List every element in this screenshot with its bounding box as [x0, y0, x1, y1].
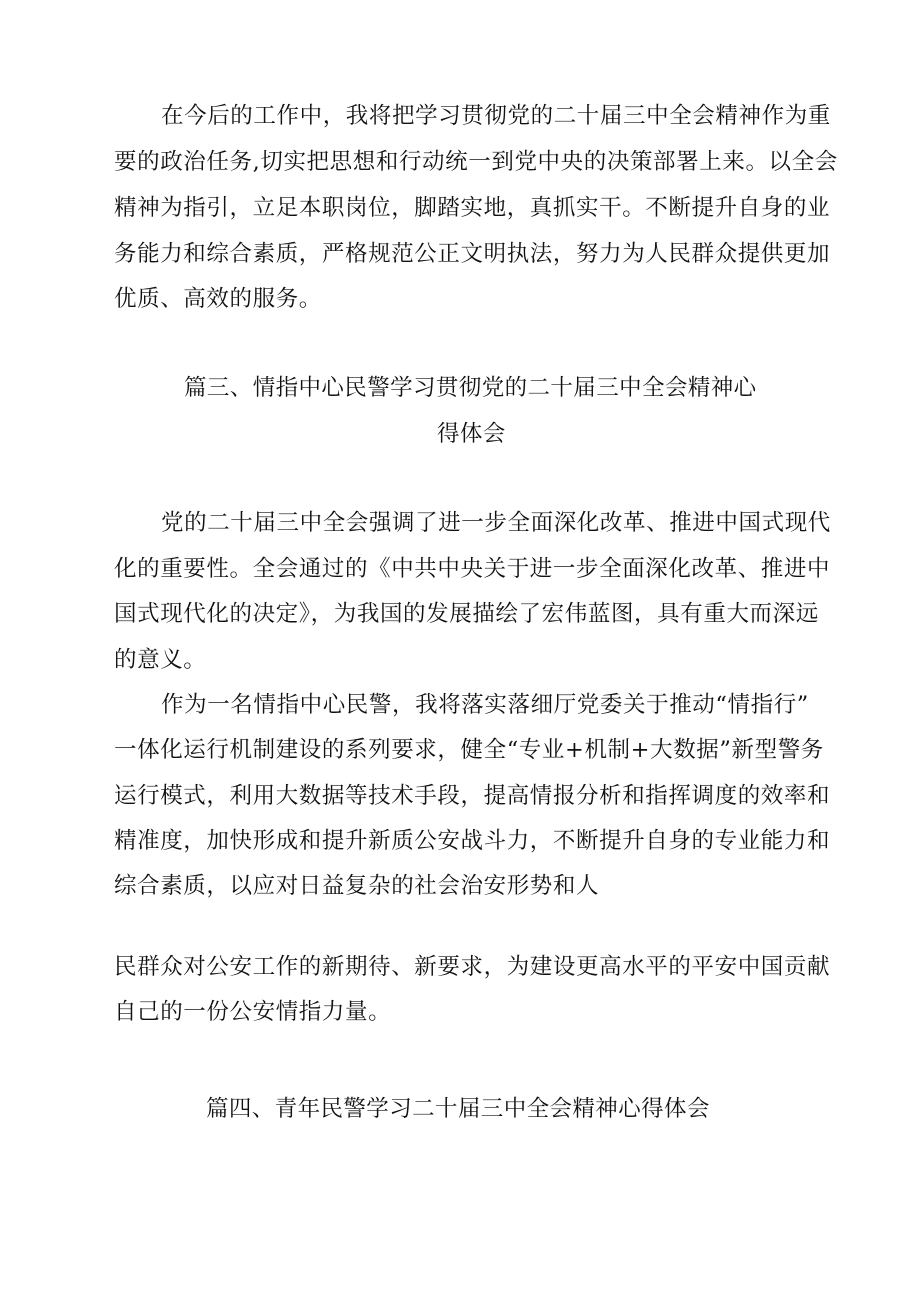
paragraph-1-line-2: 要的政治任务,切实把思想和行动统一到党中央的决策部署上来。以全会 — [114, 149, 838, 175]
paragraph-1-line-5: 优质、高效的服务。 — [114, 286, 322, 312]
section-3-title-line-1: 篇三、情指中心民警学习贯彻党的二十届三中全会精神心 — [184, 375, 757, 401]
paragraph-1-line-1: 在今后的工作中，我将把学习贯彻党的二十届三中全会精神作为重 — [161, 103, 831, 129]
paragraph-3-line-1: 作为一名情指中心民警，我将落实落细厅党委关于推动“情指行” — [161, 692, 809, 718]
paragraph-4-line-1: 民群众对公安工作的新期待、新要求，为建设更高水平的平安中国贡献 — [114, 954, 831, 980]
paragraph-2-line-3: 国式现代化的决定》，为我国的发展描绘了宏伟蓝图，具有重大而深远 — [114, 601, 819, 627]
paragraph-3-line-4: 精准度，加快形成和提升新质公安战斗力，不断提升自身的专业能力和 — [114, 828, 831, 854]
paragraph-3-line-5: 综合素质，以应对日益复杂的社会治安形势和人 — [114, 873, 600, 899]
paragraph-3-line-2: 一体化运行机制建设的系列要求，健全“专业+机制+大数据”新型警务 — [114, 737, 824, 763]
paragraph-2-line-2: 化的重要性。全会通过的《中共中央关于进一步全面深化改革、推进中 — [114, 556, 831, 582]
paragraph-3-line-3: 运行模式，利用大数据等技术手段，提高情报分析和指挥调度的效率和 — [114, 783, 831, 809]
section-4-title: 篇四、青年民警学习二十届三中全会精神心得体会 — [206, 1096, 710, 1122]
paragraph-4-line-2: 自己的一份公安情指力量。 — [114, 999, 392, 1025]
paragraph-1-line-4: 务能力和综合素质，严格规范公正文明执法，努力为人民群众提供更加 — [114, 241, 831, 267]
paragraph-2-line-1: 党的二十届三中全会强调了进一步全面深化改革、推进中国式现代 — [161, 510, 831, 536]
paragraph-1-line-3: 精神为指引，立足本职岗位，脚踏实地，真抓实干。不断提升自身的业 — [114, 195, 831, 221]
paragraph-2-line-4: 的意义。 — [114, 647, 207, 673]
section-3-title-line-2: 得体会 — [437, 421, 506, 447]
